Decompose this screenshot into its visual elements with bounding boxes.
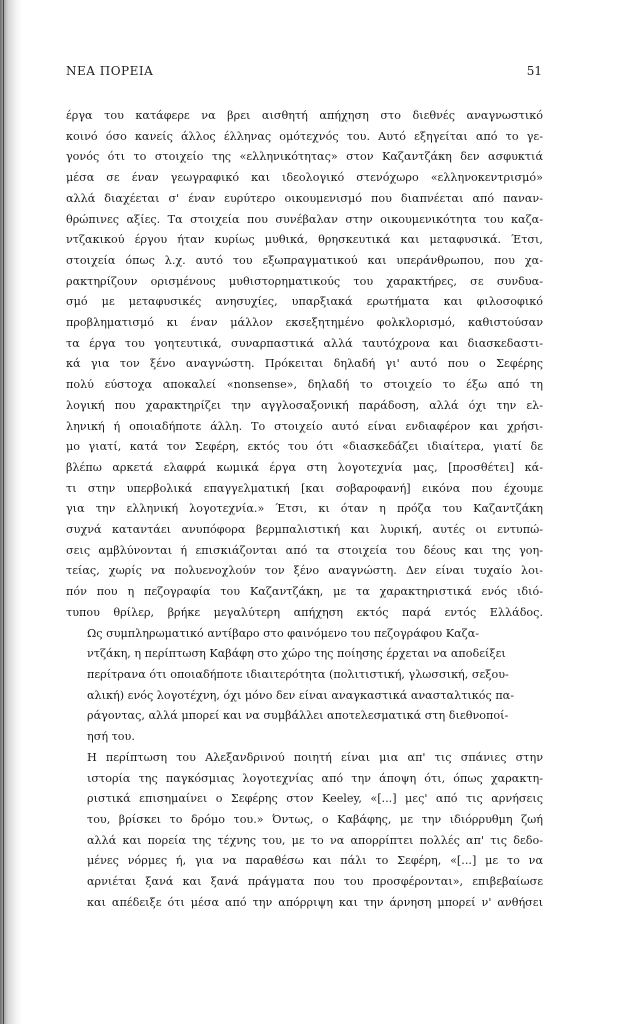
body-text — [66, 106, 543, 913]
text-line: ράγοντας, αλλά μπορεί και να συμβάλλει αποτελεσματικά στη διεθνοποί- — [87, 709, 509, 723]
text-line: μέσα σε έναν γεωγραφικό και ιδεολογικό στενόχωρο «ελληνοκεντρισμό» — [66, 171, 543, 185]
text-line: αλλά και πορεία της τέχνης του, με το να απορρίπτει πολλές απ' τις δεδο- — [87, 833, 543, 847]
text-line: αρνιέται ξανά και ξανά πράγματα που του προσφέρονται», επιβεβαίωσε — [87, 875, 543, 889]
text-line: σεις αμβλύνονται ή επισκιάζονται από τα στοιχεία του δέους και της γοη- — [66, 543, 543, 557]
running-head: ΝΕΑ ΠΟΡΕΙΑ — [66, 64, 154, 78]
text-line: ντζάκη, η περίπτωση Καβάφη στο χώρο της ποίησης έρχεται να αποδείξει — [87, 647, 506, 661]
paragraph-3 — [66, 748, 543, 914]
text-line: βλέπω αρκετά ελαφρά κωμικά έργα στη λογοτεχνία μας, [προσθέτει] κά- — [66, 460, 543, 474]
text-line: ιστορία της παγκόσμιας λογοτεχνίας από την άποψη ότι, όπως χαρακτη- — [87, 771, 543, 785]
text-line: ριστικά επισημαίνει ο Σεφέρης στον Keeley, «[...] μες' από τις αρνήσεις — [87, 792, 543, 806]
page-number: 51 — [526, 64, 542, 78]
text-line: προβληματισμό κι έναν μάλλον εκσεξητημένο φολκλορισμό, καθιστούσαν — [66, 316, 543, 330]
text-line: τείας, χωρίς να πολυενοχλούν τον ξένο αναγνώστη. Δεν είναι τυχαίο λοι- — [66, 564, 543, 578]
text-line: τυπου θρίλερ, βρήκε μεγαλύτερη απήχηση εκτός παρά εντός Ελλάδος. — [66, 605, 543, 619]
text-line: ληνική ή οποιαδήποτε άλλη. Το στοιχείο αυτό είναι ενδιαφέρον και χρήσι- — [66, 419, 543, 433]
text-line: αλλά διαχέεται σ' έναν ευρύτερο οικουμενισμό που διαπνέεται από παναν- — [66, 191, 543, 205]
text-line: γονός ότι το στοιχείο της «ελληνικότητας» στον Καζαντζάκη δεν ασφυκτιά — [66, 150, 543, 164]
text-line: έργα του κατάφερε να βρει αισθητή απήχηση στο διεθνές αναγνωστικό — [66, 109, 543, 122]
text-line: αλική) ενός λογοτέχνη, όχι μόνο δεν είναι αναγκαστικά ανασταλτικός πα- — [87, 688, 515, 702]
text-line: ντζακικού έργου ήταν κυρίως μυθικά, θρησκευτικά και μεταφυσικά. Έτσι, — [66, 233, 543, 247]
text-line: κά για τον ξένο αναγνώστη. Πρόκειται δηλαδή γι' αυτό που ο Σεφέρης — [66, 357, 543, 371]
page-fold-line — [3, 0, 4, 1024]
text-line: συχνά καταντάει ανυπόφορα βερμπαλιστική και λυρική, αυτές οι εντυπώ- — [66, 523, 543, 537]
text-line: στοιχεία όπως λ.χ. αυτό του εξωπραγματικού και υπεράνθρωπου, που χα- — [66, 253, 543, 267]
text-line: θρώπινες αξίες. Τα στοιχεία που συνέβαλαν στην οικουμενικότητα του καζα- — [66, 212, 543, 226]
text-line: ρακτηρίζουν ορισμένους μυθιστορηματικούς του χαρακτήρες, σε συνδυα- — [66, 274, 543, 288]
text-line: κοινό όσο κανείς άλλος έλληνας ομότεχνός του. Αυτό εξηγείται από το γε- — [66, 129, 543, 143]
text-line: και απέδειξε ότι μέσα από την απόρριψη και την άρνηση μπορεί ν' ανθήσει — [87, 895, 543, 909]
text-line: του, βρίσκει το δρόμο του.» Όντως, ο Καβάφης, με την ιδιόρρυθμη ζωή — [87, 812, 543, 826]
text-line: μένες νόρμες ή, για να παραθέσω και πάλι το Σεφέρη, «[...] με το να — [87, 854, 543, 868]
text-line: Ως συμπληρωματικό αντίβαρο στο φαινόμενο του πεζογράφου Καζα- — [87, 626, 480, 640]
text-line: περίτρανα ότι οποιαδήποτε ιδιαιτερότητα (πολιτιστική, γλωσσική, σεξου- — [87, 667, 509, 681]
paragraph-2 — [66, 624, 543, 748]
paragraph-1 — [66, 106, 543, 624]
text-line: πολύ εύστοχα αποκαλεί «nonsense», δηλαδή το στοιχείο το έξω από τη — [66, 378, 543, 392]
text-line: τι στην υπερβολικά επαγγελματική [και σοβαροφανή] εικόνα που έχουμε — [66, 481, 543, 495]
text-line: πόν που η πεζογραφία του Καζαντζάκη, με τα χαρακτηριστικά ενός ιδιό- — [66, 585, 543, 599]
text-line: μο γιατί, κατά τον Σεφέρη, εκτός του ότι «διασκεδάζει ιδιαίτερα, γιατί δε — [66, 440, 543, 454]
text-line: τα έργα του γοητευτικά, συναρπαστικά αλλά ταυτόχρονα και διασκεδαστι- — [66, 336, 543, 350]
text-line: για την ελληνική λογοτεχνία.» Έτσι, κι όταν η πρόζα του Καζαντζάκη — [66, 502, 543, 516]
text-line: λογική που χαρακτηρίζει την αγγλοσαξονική παράδοση, αλλά όχι την ελ- — [66, 398, 543, 412]
text-line: ησή του. — [87, 730, 135, 744]
text-line: σμό με μεταφυσικές ανησυχίες, υπαρξιακά ερωτήματα και φιλοσοφικό — [66, 295, 543, 309]
text-line: Η περίπτωση του Αλεξανδρινού ποιητή είναι μια απ' τις σπάνιες στην — [87, 750, 543, 764]
